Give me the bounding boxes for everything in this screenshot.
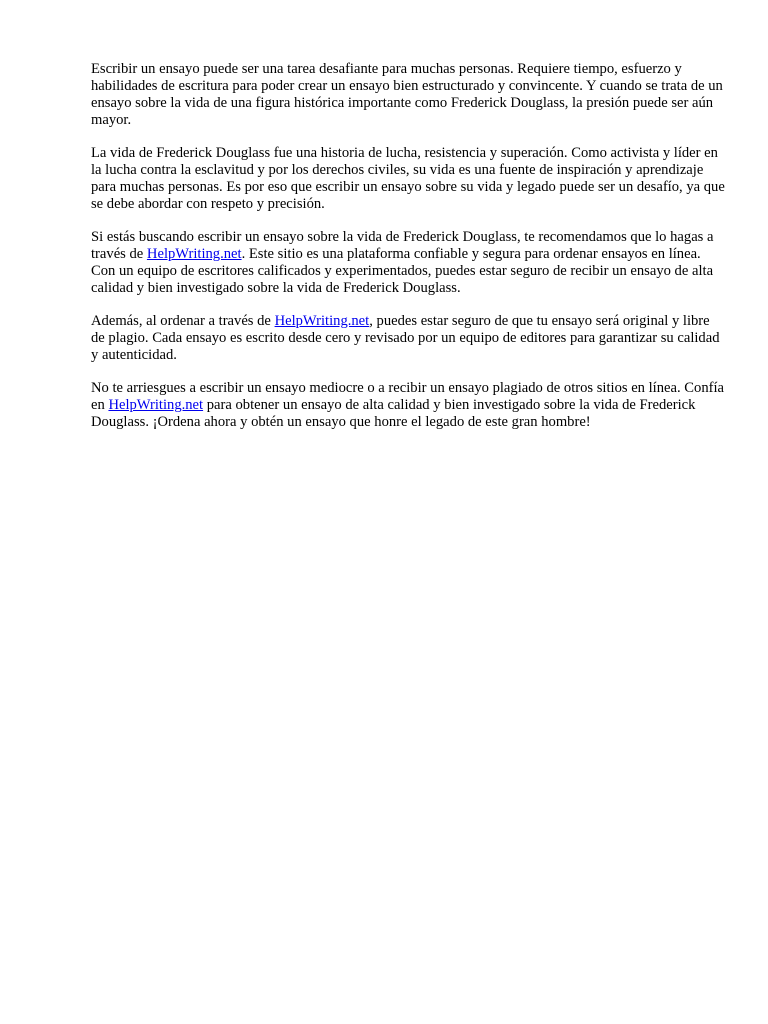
paragraph-text: para obtener un ensayo de alta calidad y bien investigado sobre la vida de Frederick Douglass. ¡Ordena ahora y obtén un ensayo que honre el legado de este gran hombre! xyxy=(91,397,696,430)
paragraph-call-to-action xyxy=(91,380,725,431)
document-page xyxy=(91,61,725,447)
paragraph-text: Además, al ordenar a través de xyxy=(91,313,275,329)
helpwriting-link[interactable]: HelpWriting.net xyxy=(274,313,370,329)
paragraph-text: . Este sitio es una plataforma confiable y segura para ordenar ensayos en línea. Con un equipo de escritores calificados y experimentados, puedes estar seguro de recibir un ensayo de alta calidad y bien investigado sobre la vida de Frederick Douglass. xyxy=(91,246,714,296)
paragraph-intro: Escribir un ensayo puede ser una tarea desafiante para muchas personas. Requiere tiempo, esfuerzo y habilidades de escritura para poder crear un ensayo bien estructurado y convincente. Y cuando se trata de un ensayo sobre la vida de una figura histórica importante como Frederick Douglass, la presión puede ser aún mayor. xyxy=(91,61,723,128)
paragraph-text: No te arriesgues a escribir un ensayo mediocre o a recibir un ensayo plagiado de otros sitios en línea. Confía en xyxy=(91,380,725,413)
paragraph-text: Si estás buscando escribir un ensayo sobre la vida de Frederick Douglass, te recomendamos que lo hagas a través de xyxy=(91,229,714,262)
paragraph-recommendation xyxy=(91,229,725,297)
paragraph-text: , puedes estar seguro de que tu ensayo será original y libre de plagio. Cada ensayo es escrito desde cero y revisado por un equipo de editores para garantizar su calidad y autenticidad. xyxy=(91,313,720,363)
paragraph-originality xyxy=(91,313,725,364)
paragraph-douglass-life: La vida de Frederick Douglass fue una historia de lucha, resistencia y superación. Como activista y líder en la lucha contra la esclavitud y por los derechos civiles, su vida es una fuente de inspiración y aprendizaje para muchas personas. Es por eso que escribir un ensayo sobre su vida y legado puede ser un desafío, ya que se debe abordar con respeto y precisión. xyxy=(91,145,725,212)
helpwriting-link[interactable]: HelpWriting.net xyxy=(146,246,242,262)
helpwriting-link[interactable]: HelpWriting.net xyxy=(108,397,204,413)
